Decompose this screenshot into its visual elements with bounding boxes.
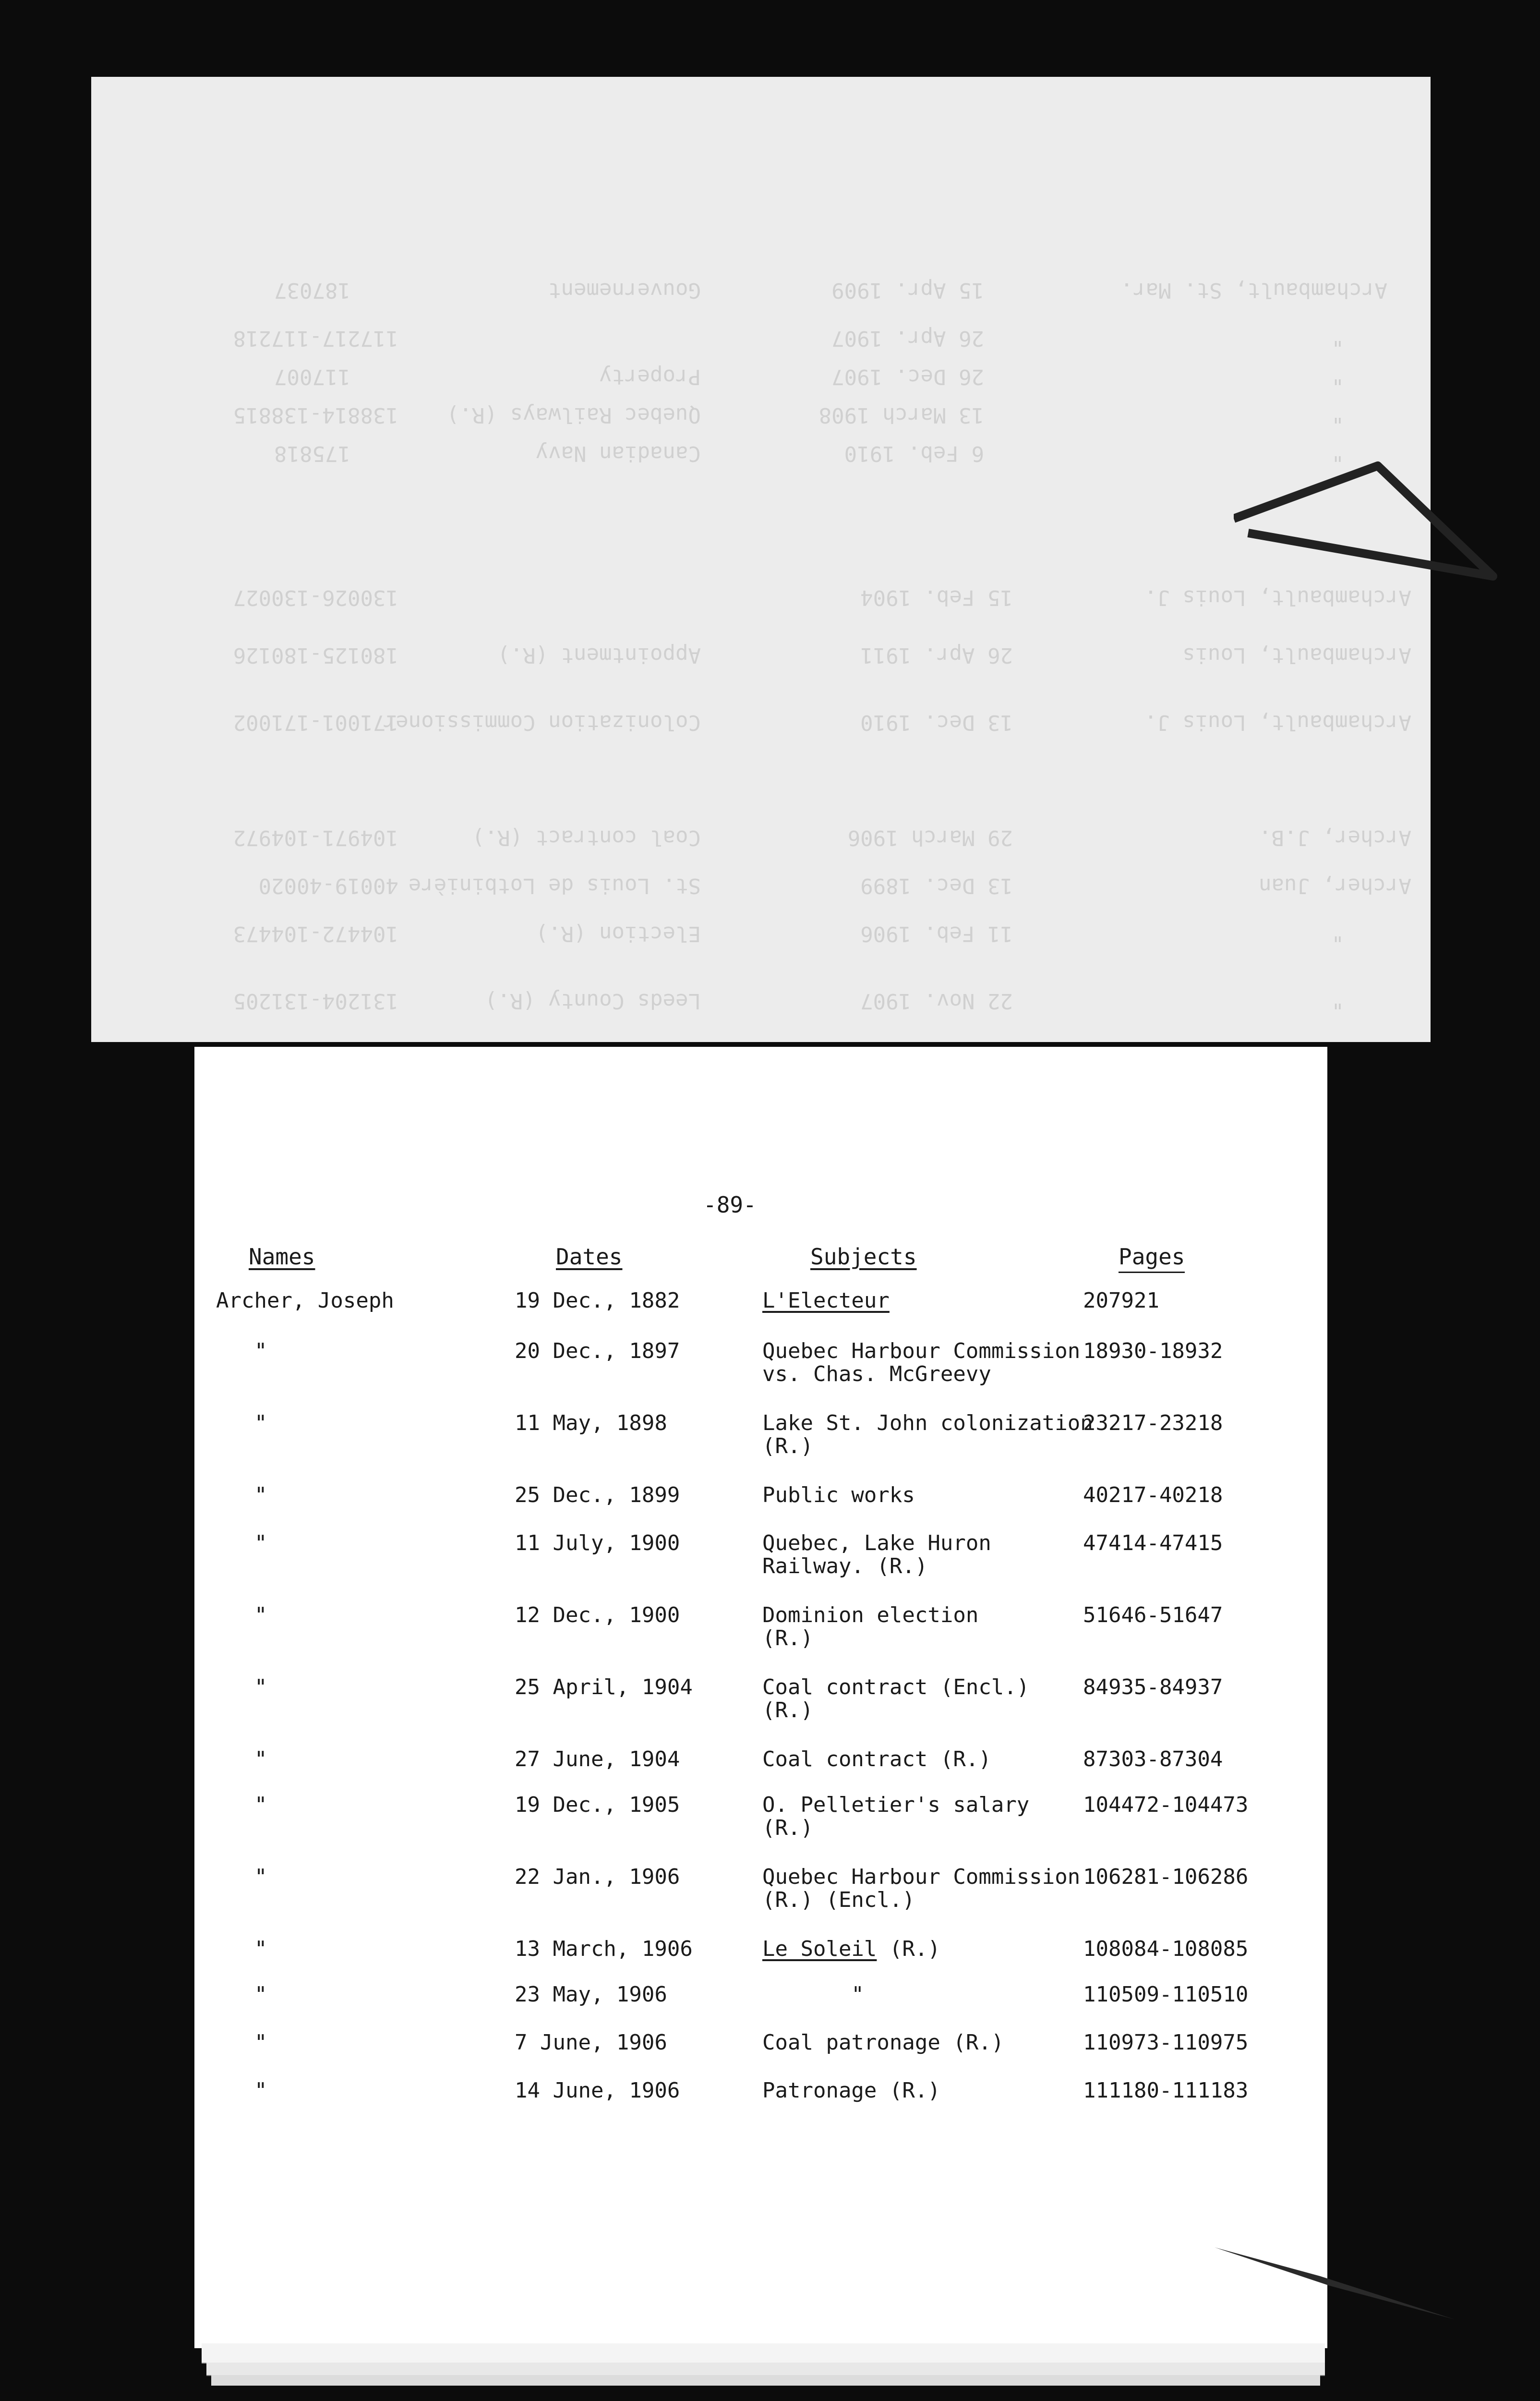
- row-name: ": [254, 1411, 267, 1435]
- row-pages: 106281-106286: [1083, 1865, 1249, 1889]
- row-name: ": [254, 1982, 267, 2007]
- bleed-through-text: Archambault, St. Mar. 15 Apr. 1909 Gouvernement 187037 " 26 Apr. 1907 117217-117218 " 26 Dec. 1907 Property 117007 " 13 March 1908 Quebec Railways (R.) 138814-138815 " 6 Feb. 1910 Canadian Navy 175818 Archambault, Louis J. 15 Feb. 1904 130026-130027 Archambault, Louis 26 Apr. 1911 Appointment (R.) 180125-180126 Archambault, Louis J. 13 Dec. 1910 Colonization Commissioner 171001-171002 Archer, J.B. 29 March 1906 Coal contract (R.) 104971-104972 Archer, Juan 13 Dec. 1899 St. Louis de Lotbinière 40019-40020 " 11 Feb. 1906 Election (R.) 104472-104473 " 22 Nov. 1907 Leeds County (R.) 131204-131205: [233, 278, 1411, 1013]
- row-name: Archer, Joseph: [216, 1288, 394, 1313]
- row-subject: Coal contract (R.): [762, 1747, 991, 1771]
- row-subject: Quebec Harbour Commission vs. Chas. McGreevy: [762, 1339, 1081, 1386]
- previous-page-reverse: [91, 77, 1431, 1042]
- row-date: 23 May, 1906: [515, 1982, 667, 2007]
- table-row: [0, 1412, 1540, 1479]
- row-subject: Dominion election (R.): [762, 1603, 979, 1650]
- row-pages: 111180-111183: [1083, 2078, 1249, 2103]
- row-pages: 110509-110510: [1083, 1982, 1249, 2007]
- row-subject: [762, 1938, 1098, 1961]
- row-subject: Patronage (R.): [762, 2078, 940, 2103]
- row-pages: 110973-110975: [1083, 2030, 1249, 2055]
- row-name: ": [254, 2078, 267, 2103]
- row-subject: O. Pelletier's salary (R.): [762, 1793, 1030, 1840]
- row-date: 11 May, 1898: [515, 1411, 667, 1435]
- row-pages: 18930-18932: [1083, 1339, 1223, 1363]
- row-pages: 84935-84937: [1083, 1675, 1223, 1699]
- row-date: 13 March, 1906: [515, 1937, 693, 1961]
- paperclip-icon: [1234, 461, 1503, 634]
- row-subject: Quebec, Lake Huron Railway. (R.): [762, 1531, 991, 1578]
- column-header-names: Names: [249, 1244, 315, 1270]
- row-name: ": [254, 1675, 267, 1699]
- row-date: 25 April, 1904: [515, 1675, 693, 1699]
- row-subject: L'Electeur: [762, 1288, 890, 1313]
- row-date: 14 June, 1906: [515, 2078, 680, 2103]
- table-row: [0, 1676, 1540, 1743]
- row-subject: Public works: [762, 1483, 915, 1507]
- row-subject: Coal patronage (R.): [762, 2030, 1004, 2055]
- row-pages: 108084-108085: [1083, 1937, 1249, 1961]
- table-row: [0, 1340, 1540, 1407]
- row-pages: 87303-87304: [1083, 1747, 1223, 1771]
- row-date: 27 June, 1904: [515, 1747, 680, 1771]
- column-header-pages: Pages: [1119, 1244, 1185, 1273]
- row-name: ": [254, 1793, 267, 1817]
- page-number: -89-: [703, 1192, 757, 1218]
- row-pages: 47414-47415: [1083, 1531, 1223, 1555]
- row-name: ": [254, 1483, 267, 1507]
- row-subject: Quebec Harbour Commission (R.) (Encl.): [762, 1865, 1081, 1912]
- row-date: 19 Dec., 1882: [515, 1288, 680, 1313]
- table-row: [0, 1604, 1540, 1671]
- row-name: ": [254, 1747, 267, 1771]
- page-edge: [211, 2375, 1320, 2386]
- newspaper-title: Le Soleil: [762, 1937, 877, 1961]
- table-row: [0, 1866, 1540, 1933]
- row-date: 19 Dec., 1905: [515, 1793, 680, 1817]
- row-date: 22 Jan., 1906: [515, 1865, 680, 1889]
- page-edge: [202, 2343, 1325, 2364]
- row-date: 7 June, 1906: [515, 2030, 667, 2055]
- page-edge: [206, 2363, 1325, 2376]
- row-date: 11 July, 1900: [515, 1531, 680, 1555]
- subject-note: (R.): [877, 1937, 940, 1961]
- row-name: ": [254, 1339, 267, 1363]
- row-name: ": [254, 1865, 267, 1889]
- column-header-dates: Dates: [556, 1244, 623, 1270]
- row-name: ": [254, 1937, 267, 1961]
- row-date: 20 Dec., 1897: [515, 1339, 680, 1363]
- column-header-subjects: Subjects: [810, 1244, 917, 1270]
- row-subject: Coal contract (Encl.) (R.): [762, 1675, 1030, 1722]
- row-pages: 104472-104473: [1083, 1793, 1249, 1817]
- row-date: 12 Dec., 1900: [515, 1603, 680, 1627]
- table-row: [0, 2079, 1540, 2146]
- row-date: 25 Dec., 1899: [515, 1483, 680, 1507]
- row-subject: ": [762, 1982, 864, 2007]
- table-row: [0, 1532, 1540, 1599]
- row-pages: 23217-23218: [1083, 1411, 1223, 1435]
- row-subject: Lake St. John colonization (R.): [762, 1411, 1093, 1458]
- table-row: [0, 1794, 1540, 1861]
- row-name: ": [254, 2030, 267, 2055]
- row-pages: 207921: [1083, 1288, 1159, 1313]
- row-pages: 51646-51647: [1083, 1603, 1223, 1627]
- page-marker-arrow-icon: [1215, 2238, 1455, 2324]
- row-pages: 40217-40218: [1083, 1483, 1223, 1507]
- row-name: ": [254, 1603, 267, 1627]
- row-name: ": [254, 1531, 267, 1555]
